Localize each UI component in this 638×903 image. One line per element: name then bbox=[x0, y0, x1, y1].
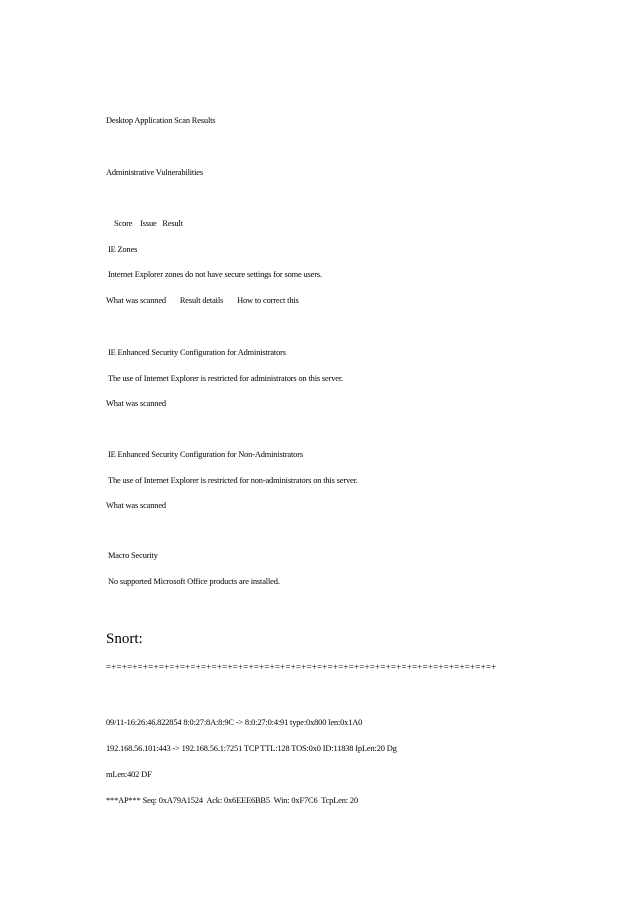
issue-ie-esc-non-admins: IE Enhanced Security Configuration for Non-Administrators bbox=[108, 450, 303, 459]
log-line: mLen:402 DF bbox=[106, 770, 152, 779]
what-was-scanned-link[interactable]: What was scanned bbox=[106, 501, 166, 510]
issue-ie-zones: IE Zones bbox=[108, 245, 138, 254]
log-line: 09/11-16:26:46.822854 8:0:27:8A:8:9C -> 8:0:27:0:4:91 type:0x800 len:0x1A0 bbox=[106, 718, 363, 727]
links-row-ie-zones bbox=[106, 296, 299, 305]
table-header: Score Issue Result bbox=[114, 219, 183, 228]
page-title: Desktop Application Scan Results bbox=[106, 116, 216, 125]
issue-macro-security: Macro Security bbox=[108, 551, 158, 560]
what-was-scanned-link[interactable]: What was scanned bbox=[106, 399, 166, 408]
snort-heading: Snort: bbox=[106, 631, 143, 647]
section-heading: Administrative Vulnerabilities bbox=[106, 168, 203, 177]
what-was-scanned-link[interactable]: What was scanned bbox=[106, 296, 166, 305]
how-to-correct-link[interactable]: How to correct this bbox=[237, 296, 299, 305]
result-details-link[interactable]: Result details bbox=[179, 296, 224, 305]
result-ie-esc-admins: The use of Internet Explorer is restricted for administrators on this server. bbox=[108, 374, 343, 383]
issue-ie-esc-admins: IE Enhanced Security Configuration for Administrators bbox=[108, 348, 286, 357]
log-line: ***AP*** Seq: 0xA79A1524 Ack: 0x6EEE6BB5 Win: 0xF7C6 TcpLen: 20 bbox=[106, 796, 358, 805]
separator-line: =+=+=+=+=+=+=+=+=+=+=+=+=+=+=+=+=+=+=+=+=+=+=+=+=+=+=+=+=+=+=+=+=+=+=+=+=+ bbox=[106, 662, 497, 672]
result-macro-security: No supported Microsoft Office products are installed. bbox=[108, 577, 280, 586]
result-ie-esc-non-admins: The use of Internet Explorer is restricted for non-administrators on this server. bbox=[108, 476, 358, 485]
log-line: 192.168.56.101:443 -> 192.168.56.1:7251 TCP TTL:128 TOS:0x0 ID:11838 IpLen:20 Dg bbox=[106, 744, 397, 753]
result-ie-zones: Internet Explorer zones do not have secure settings for some users. bbox=[108, 270, 322, 279]
